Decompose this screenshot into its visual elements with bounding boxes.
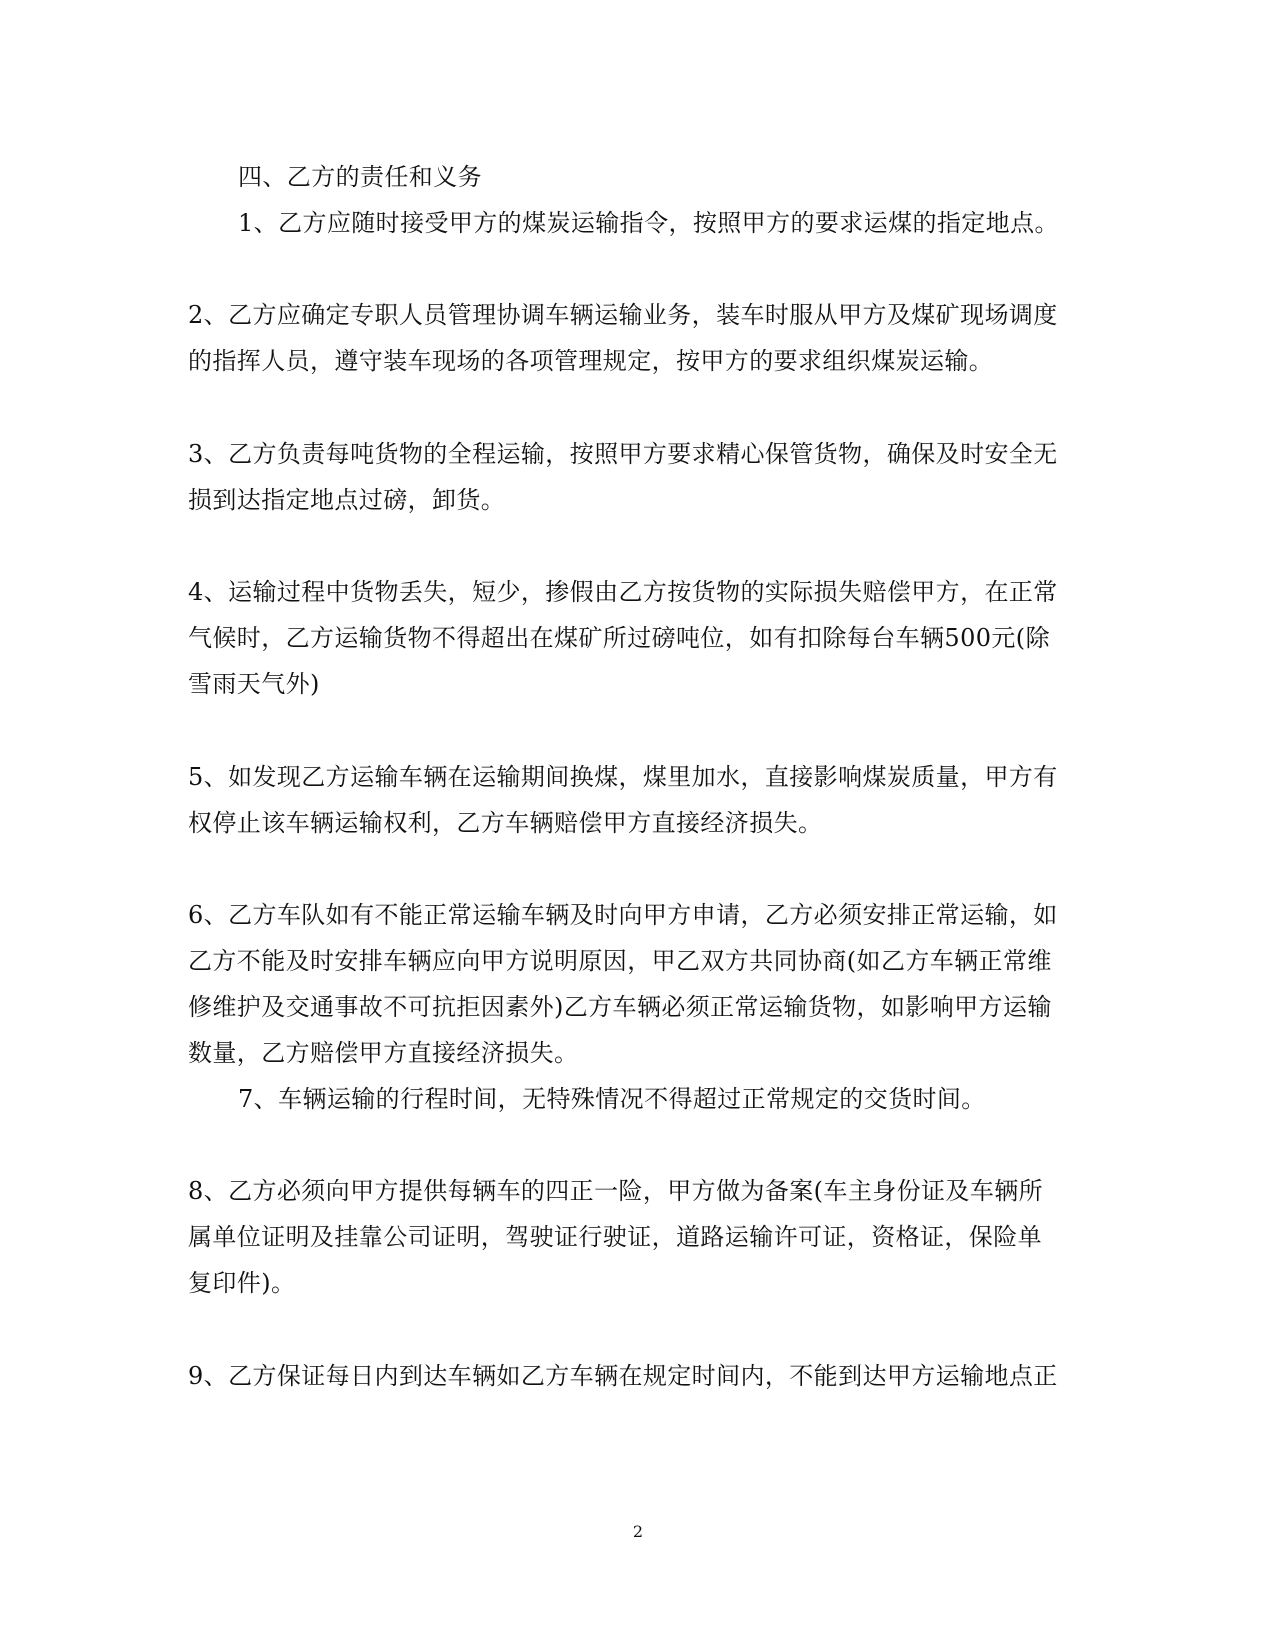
paragraph-line: 4、运输过程中货物丢失，短少，掺假由乙方按货物的实际损失赔偿甲方，在正常	[188, 578, 1058, 606]
paragraph-line: 气候时，乙方运输货物不得超出在煤矿所过磅吨位，如有扣除每台车辆500元(除	[188, 624, 1050, 652]
paragraph-line: 3、乙方负责每吨货物的全程运输，按照甲方要求精心保管货物，确保及时安全无	[188, 440, 1058, 468]
paragraph-line: 属单位证明及挂靠公司证明，驾驶证行驶证，道路运输许可证，资格证，保险单	[188, 1223, 1042, 1251]
paragraph-line: 8、乙方必须向甲方提供每辆车的四正一险，甲方做为备案(车主身份证及车辆所	[188, 1177, 1044, 1205]
paragraph-line: 9、乙方保证每日内到达车辆如乙方车辆在规定时间内，不能到达甲方运输地点正	[188, 1362, 1058, 1390]
paragraph-line: 损到达指定地点过磅，卸货。	[188, 486, 506, 514]
paragraph-line: 复印件)。	[188, 1269, 296, 1297]
paragraph-line: 1、乙方应随时接受甲方的煤炭运输指令，按照甲方的要求运煤的指定地点。	[238, 209, 1059, 237]
paragraph-line: 7、车辆运输的行程时间，无特殊情况不得超过正常规定的交货时间。	[238, 1085, 986, 1113]
paragraph-line: 5、如发现乙方运输车辆在运输期间换煤，煤里加水，直接影响煤炭质量，甲方有	[188, 763, 1058, 791]
paragraph-line: 6、乙方车队如有不能正常运输车辆及时向甲方申请，乙方必须安排正常运输，如	[188, 901, 1058, 929]
paragraph-line: 2、乙方应确定专职人员管理协调车辆运输业务，装车时服从甲方及煤矿现场调度	[188, 301, 1058, 329]
paragraph-line: 修维护及交通事故不可抗拒因素外)乙方车辆必须正常运输货物，如影响甲方运输	[188, 993, 1052, 1021]
paragraph-line: 的指挥人员，遵守装车现场的各项管理规定，按甲方的要求组织煤炭运输。	[188, 347, 994, 375]
section-heading: 四、乙方的责任和义务	[238, 163, 482, 191]
paragraph-line: 权停止该车辆运输权利，乙方车辆赔偿甲方直接经济损失。	[188, 809, 823, 837]
paragraph-line: 数量，乙方赔偿甲方直接经济损失。	[188, 1039, 579, 1067]
paragraph-line: 雪雨天气外)	[188, 670, 320, 698]
page-number: 2	[632, 1522, 644, 1541]
paragraph-line: 乙方不能及时安排车辆应向甲方说明原因，甲乙双方共同协商(如乙方车辆正常维	[188, 947, 1052, 975]
